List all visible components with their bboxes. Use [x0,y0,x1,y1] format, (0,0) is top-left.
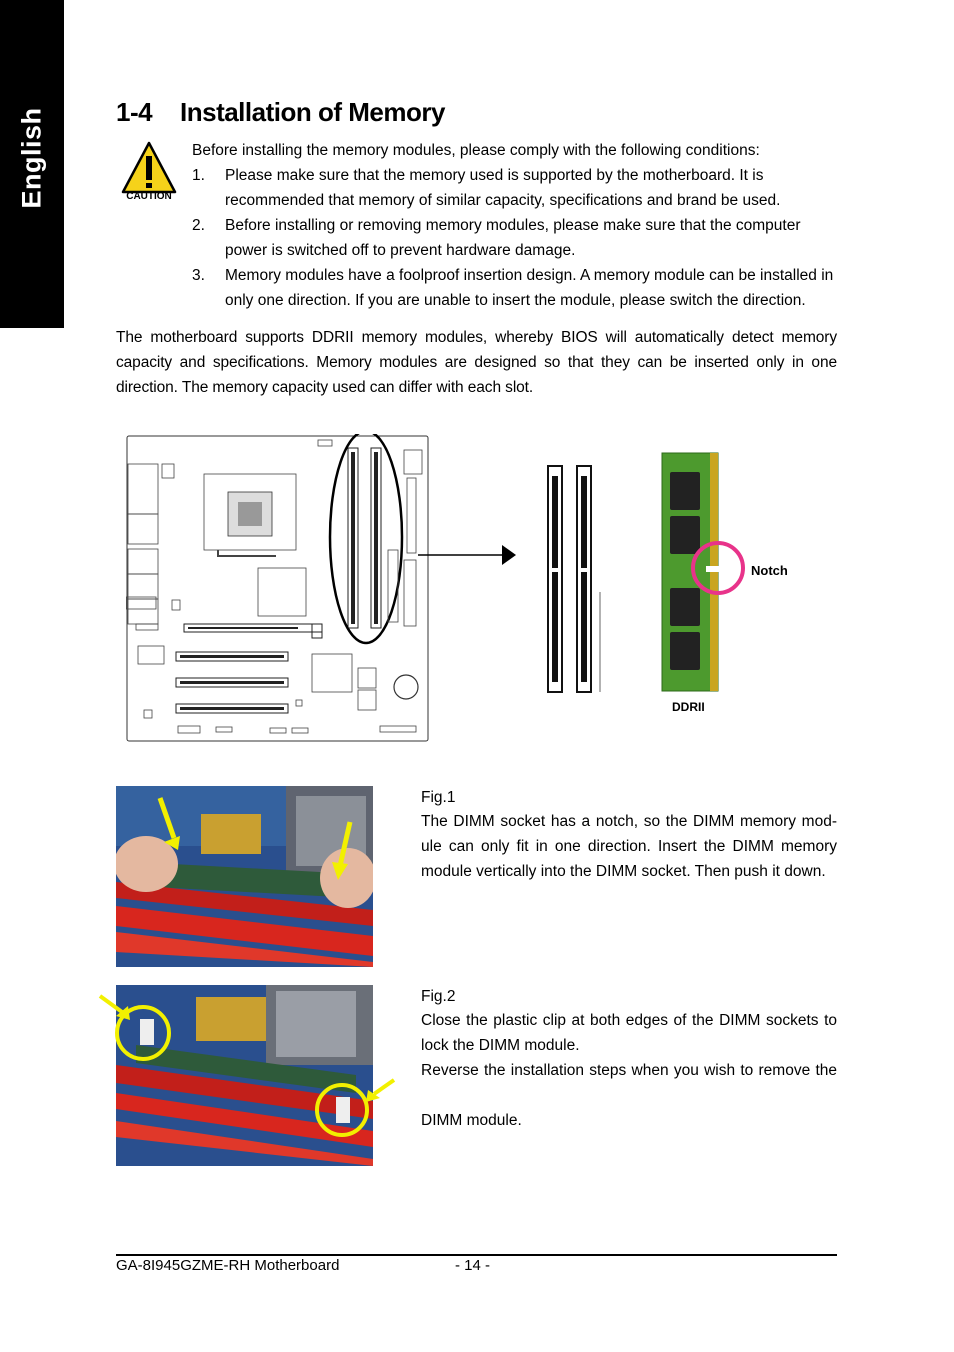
fig2-caption-line2-text: Reverse the installation steps when you wish to remove the [421,1062,837,1079]
fig2-left-clip-highlight [96,990,178,1066]
footer-divider [116,1254,837,1256]
fig2-caption-line2 [421,1058,837,1083]
caution-icon [121,140,177,204]
caution-item-number: 1. [192,167,205,184]
fig2-caption-line3: DIMM module. [421,1112,522,1129]
ddrii-label: DDRII [672,700,705,714]
fig1-caption: The DIMM socket has a notch, so the DIMM memory mod-ule can only fit in one direction. Insert the DIMM memory module vertically into the DIMM socket. Then push it down. [421,813,837,880]
dimm-slots-closeup [540,462,610,694]
notch-highlight-circle [688,538,748,598]
caution-item-1 [192,163,838,213]
fig2-caption-line1: Close the plastic clip at both edges of the DIMM sockets to lock the DIMM module. [421,1012,837,1054]
caution-item-number: 3. [192,267,205,284]
section-title: Installation of Memory [180,97,445,127]
pointer-arrow-icon [418,542,518,568]
caution-label: CAUTION [126,191,172,202]
footer-page-number: - 14 - [455,1257,491,1274]
section-heading [116,97,445,128]
footer-model-name: GA-8I945GZME-RH Motherboard [116,1257,340,1274]
fig1-photo [116,786,373,967]
language-tab-label: English [16,107,47,209]
section-number: 1-4 [116,97,153,127]
notch-label: Notch [751,563,788,578]
fig2-right-clip-highlight [310,1076,398,1140]
body-paragraph: The motherboard supports DDRII memory modules, whereby BIOS will automatically detect memory capacity and specifications. Memory modules are designed so that they can be inserted only in one direction. The memory capacity used can differ with each slot. [116,329,837,396]
caution-item-text: Memory modules have a foolproof insertion design. A memory module can be installed in only one direction. If you are unable to insert the module, please switch the direction. [225,267,834,309]
caution-item-3 [192,263,838,313]
fig1-title: Fig.1 [421,789,456,806]
language-tab [0,0,64,328]
caution-item-text: Before installing or removing memory modules, please make sure that the computer power is switched off to prevent hardware damage. [225,217,801,259]
fig2-title: Fig.2 [421,988,456,1005]
caution-item-number: 2. [192,217,205,234]
motherboard-layout-diagram [126,434,430,744]
caution-intro: Before installing the memory modules, please comply with the following conditions: [192,142,760,159]
caution-item-2 [192,213,838,263]
caution-item-text: Please make sure that the memory used is supported by the motherboard. It is recommended that memory of similar capacity, specifications and brand be used. [225,167,781,209]
